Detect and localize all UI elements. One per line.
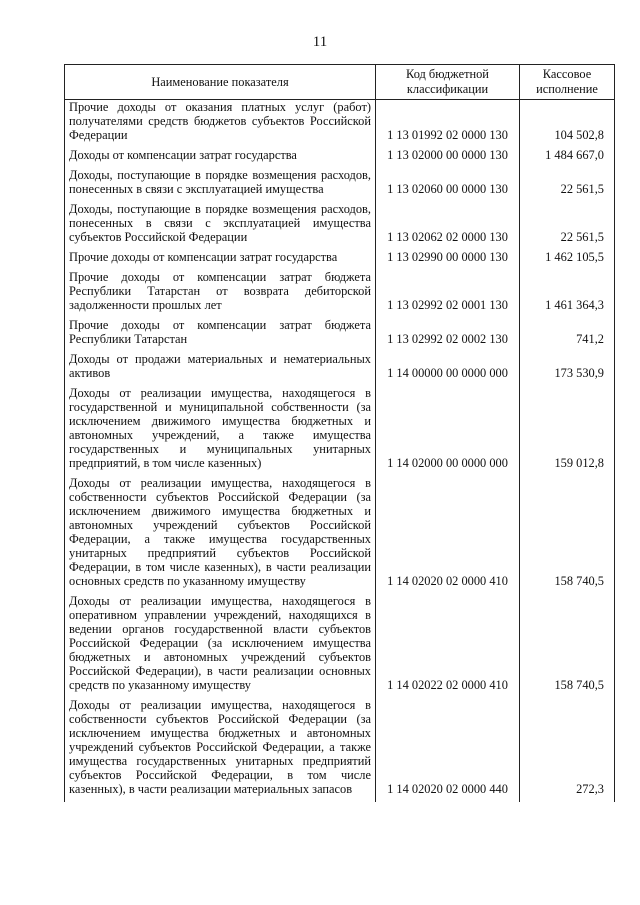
indicator-name: Доходы от продажи материальных и нематериальных активов	[65, 352, 376, 386]
budget-code: 1 13 02000 00 0000 130	[376, 148, 520, 168]
cash-execution: 158 740,5	[520, 476, 615, 594]
cash-execution: 1 462 105,5	[520, 250, 615, 270]
cash-execution: 159 012,8	[520, 386, 615, 476]
cash-execution: 22 561,5	[520, 168, 615, 202]
page-number: 11	[312, 34, 328, 50]
budget-code: 1 14 02020 02 0000 440	[376, 698, 520, 802]
table-row	[65, 270, 615, 318]
table-row	[65, 148, 615, 168]
cash-execution: 173 530,9	[520, 352, 615, 386]
budget-code: 1 13 02062 02 0000 130	[376, 202, 520, 250]
cash-execution: 22 561,5	[520, 202, 615, 250]
table-row	[65, 352, 615, 386]
indicator-name: Прочие доходы от компенсации затрат бюджета Республики Татарстан от возврата дебиторской задолженности прошлых лет	[65, 270, 376, 318]
table-body	[65, 100, 615, 803]
cash-execution: 1 461 364,3	[520, 270, 615, 318]
indicator-name: Прочие доходы от компенсации затрат государства	[65, 250, 376, 270]
indicator-name: Прочие доходы от компенсации затрат бюджета Республики Татарстан	[65, 318, 376, 352]
table-header	[65, 65, 615, 100]
budget-code: 1 13 02990 00 0000 130	[376, 250, 520, 270]
cash-execution: 272,3	[520, 698, 615, 802]
budget-code: 1 13 02992 02 0002 130	[376, 318, 520, 352]
header-code: Код бюджетной классификации	[376, 65, 520, 100]
budget-code: 1 14 02000 00 0000 000	[376, 386, 520, 476]
table-row	[65, 168, 615, 202]
table-row	[65, 250, 615, 270]
indicator-name: Доходы, поступающие в порядке возмещения расходов, понесенных в связи с эксплуатацией имущества субъектов Российской Федерации	[65, 202, 376, 250]
indicator-name: Доходы от компенсации затрат государства	[65, 148, 376, 168]
table-row	[65, 594, 615, 698]
table-row	[65, 386, 615, 476]
cash-execution: 158 740,5	[520, 594, 615, 698]
indicator-name: Доходы от реализации имущества, находящегося в оперативном управлении учреждений, находящихся в ведении органов государственной власти субъектов Российской Федерации (за исключением имущества бюджетных и автономных учреждений субъектов Российской Федерации), в части реализации основных средств по указанному имуществу	[65, 594, 376, 698]
table-row	[65, 202, 615, 250]
budget-code: 1 13 01992 02 0000 130	[376, 100, 520, 149]
cash-execution: 104 502,8	[520, 100, 615, 149]
indicator-name: Доходы, поступающие в порядке возмещения расходов, понесенных в связи с эксплуатацией имущества	[65, 168, 376, 202]
table-row	[65, 476, 615, 594]
cash-execution: 741,2	[520, 318, 615, 352]
table-row	[65, 318, 615, 352]
header-amount: Кассовое исполнение	[520, 65, 615, 100]
budget-code: 1 13 02060 00 0000 130	[376, 168, 520, 202]
budget-code: 1 14 02022 02 0000 410	[376, 594, 520, 698]
cash-execution: 1 484 667,0	[520, 148, 615, 168]
indicator-name: Доходы от реализации имущества, находящегося в собственности субъектов Российской Федерации (за исключением имущества бюджетных и автономных учреждений субъектов Российской Федерации, а также имущества государственных унитарных предприятий субъектов Российской Федерации, в том числе казенных), в части реализации материальных запасов	[65, 698, 376, 802]
budget-code: 1 14 00000 00 0000 000	[376, 352, 520, 386]
indicator-name: Доходы от реализации имущества, находящегося в государственной и муниципальной собственности (за исключением движимого имущества бюджетных и автономных учреждений, а также имущества государственных и муниципальных унитарных предприятий, в том числе казенных)	[65, 386, 376, 476]
table-row	[65, 698, 615, 802]
indicator-name: Прочие доходы от оказания платных услуг (работ) получателями средств бюджетов субъектов Российской Федерации	[65, 100, 376, 149]
header-row	[65, 65, 615, 100]
budget-code: 1 14 02020 02 0000 410	[376, 476, 520, 594]
revenue-table	[64, 64, 615, 802]
budget-code: 1 13 02992 02 0001 130	[376, 270, 520, 318]
indicator-name: Доходы от реализации имущества, находящегося в собственности субъектов Российской Федерации (за исключением движимого имущества бюджетных и автономных учреждений субъектов Российской Федерации, а также имущества государственных унитарных предприятий субъектов Российской Федерации, в том числе казенных), в части реализации основных средств по указанному имуществу	[65, 476, 376, 594]
table-row	[65, 100, 615, 149]
header-name: Наименование показателя	[65, 65, 376, 100]
